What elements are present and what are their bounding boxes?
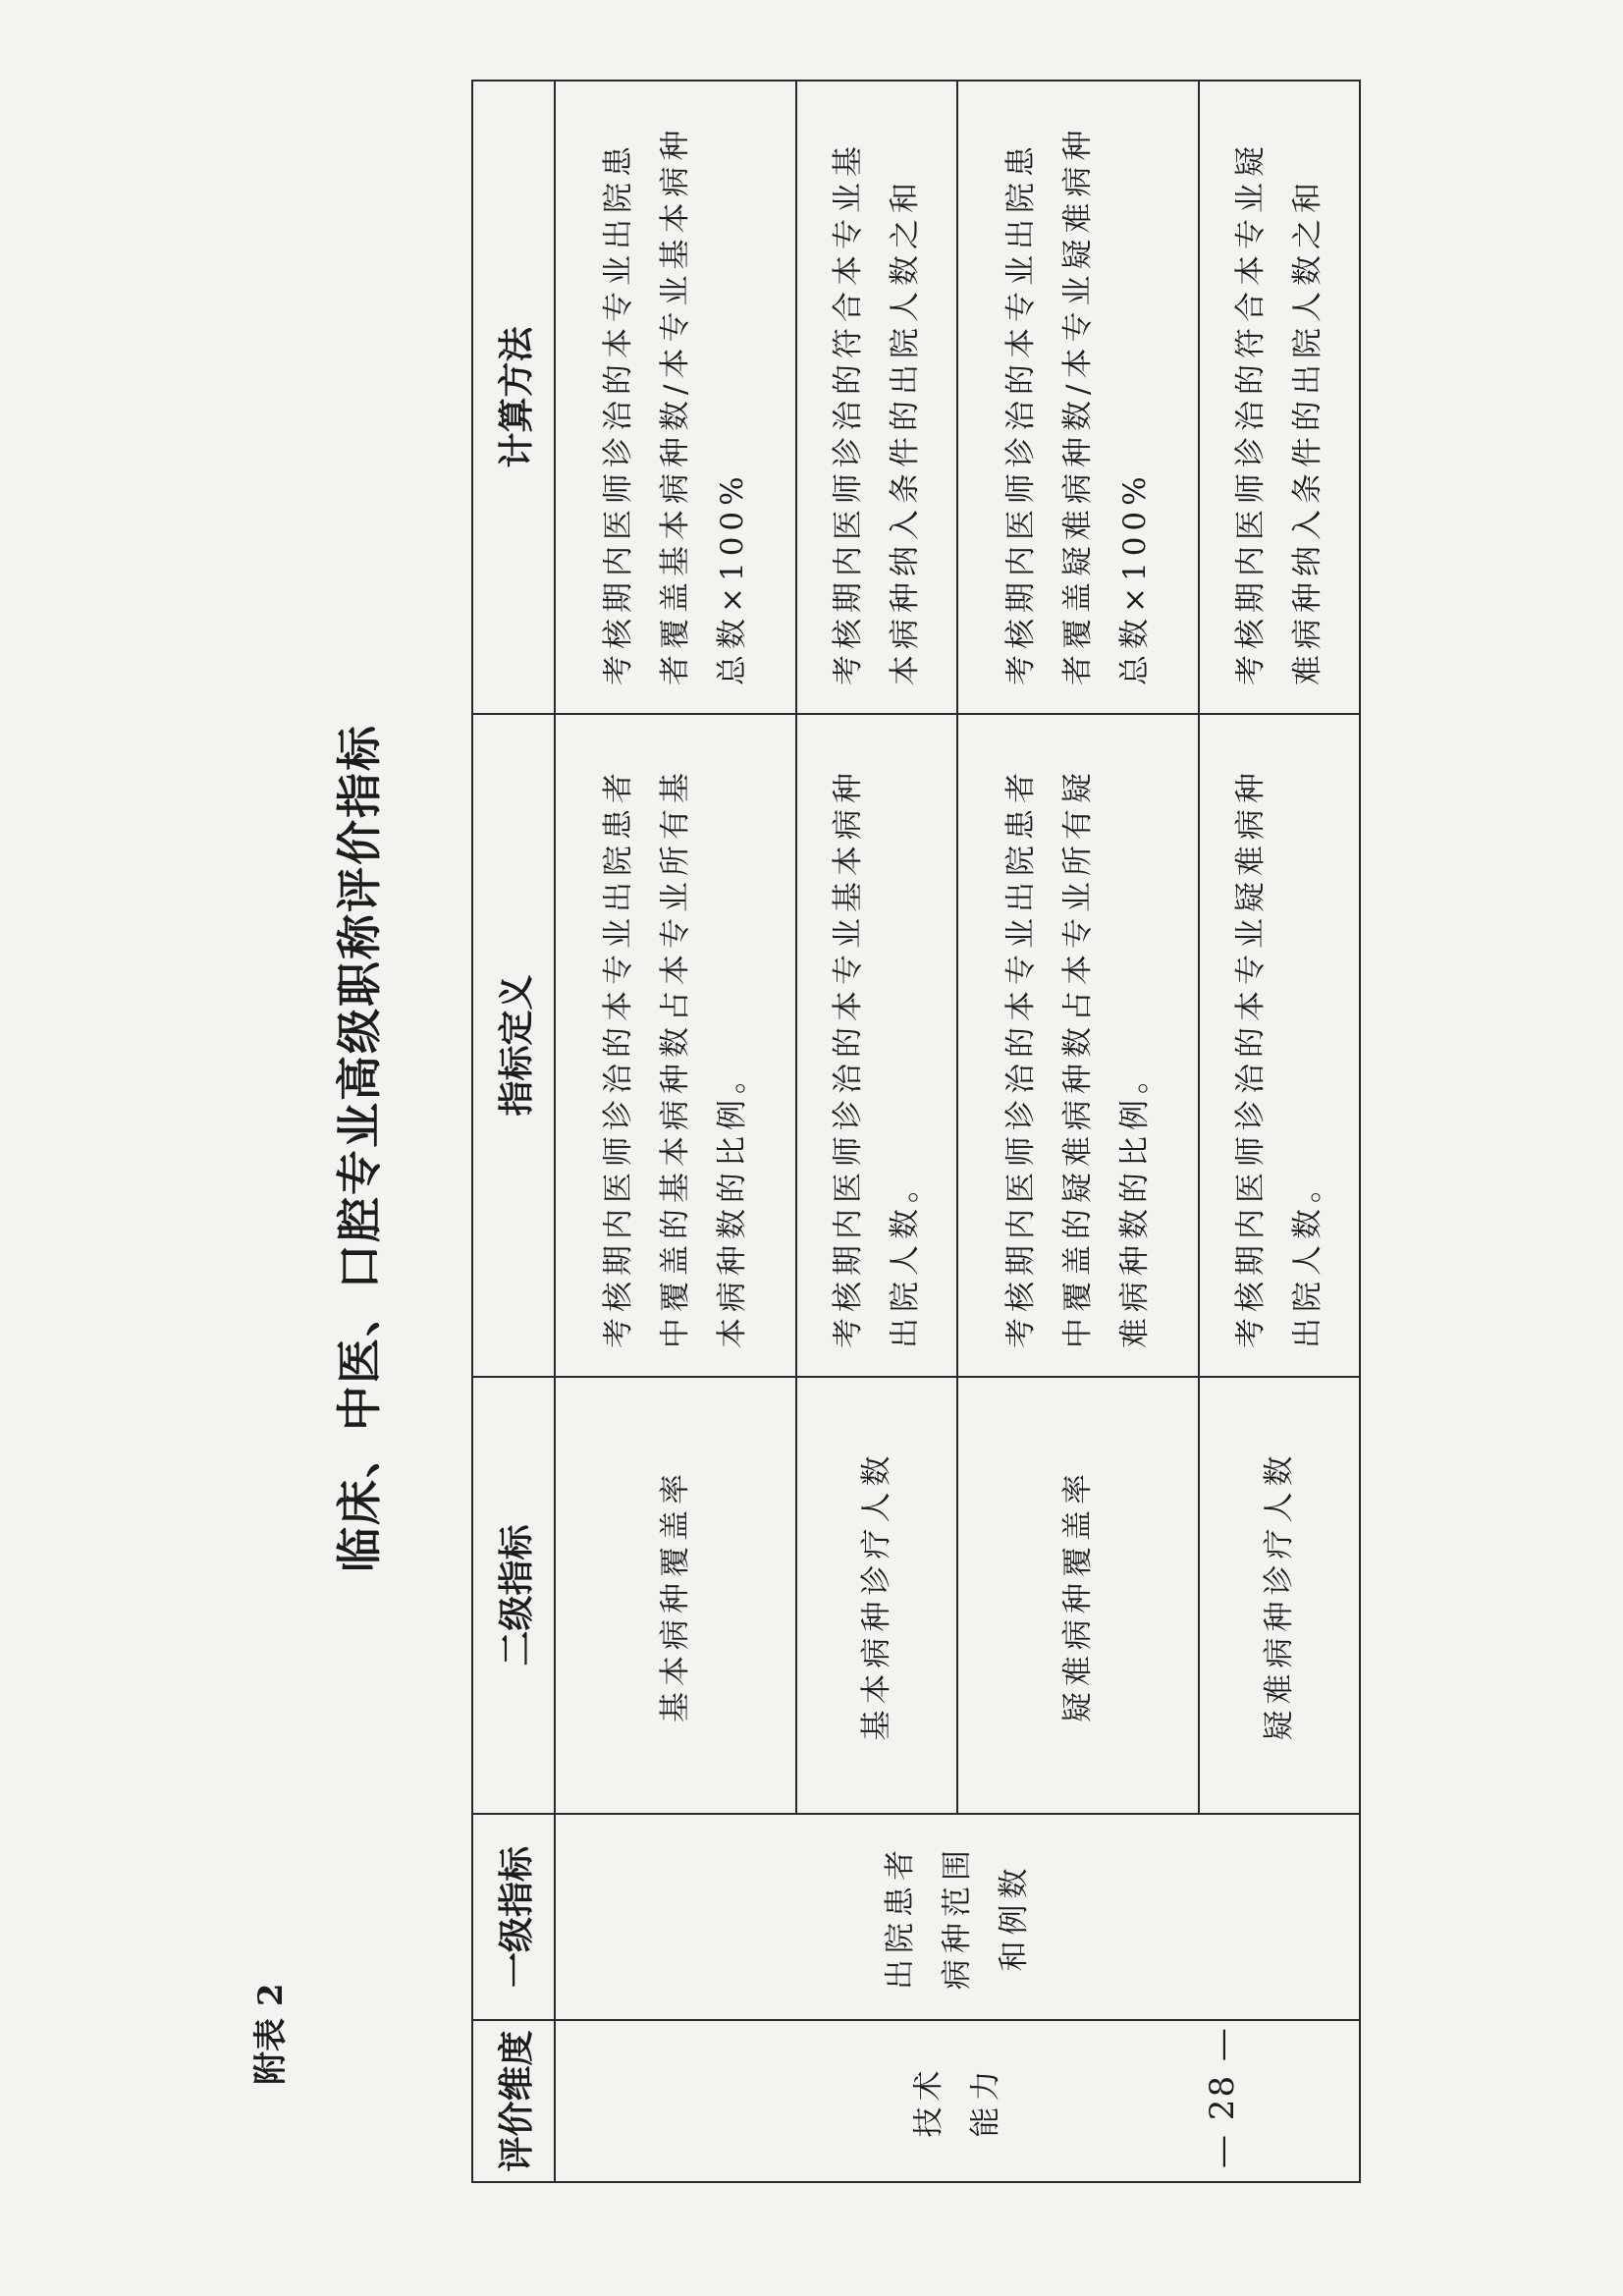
- definition-cell: 考核期内医师诊治的本专业基本病种出院人数。: [796, 714, 957, 1377]
- document-title: 临床、中医、口腔专业高级职称评价指标: [333, 724, 386, 1572]
- method-cell: 考核期内医师诊治的本专业出院患者覆盖疑难病种数/本专业疑难病种总数×100%: [957, 81, 1199, 714]
- definition-cell: 考核期内医师诊治的本专业疑难病种出院人数。: [1199, 714, 1360, 1377]
- table-header-row: [472, 81, 555, 2182]
- page-number: — 28 —: [1203, 2026, 1242, 2168]
- level2-cell: 疑难病种诊疗人数: [1199, 1377, 1360, 1814]
- appendix-label: 附表 2: [251, 1983, 291, 2085]
- method-cell: 考核期内医师诊治的符合本专业基本病种纳入条件的出院人数之和: [796, 81, 957, 714]
- dimension-line: 能力: [968, 2064, 1003, 2138]
- level2-cell: 基本病种诊疗人数: [796, 1377, 957, 1814]
- level2-cell: 疑难病种覆盖率: [957, 1377, 1199, 1814]
- level1-line: 和例数: [997, 1862, 1032, 1972]
- table-row: [555, 81, 796, 2182]
- definition-cell: 考核期内医师诊治的本专业出院患者中覆盖的疑难病种数占本专业所有疑难病种数的比例。: [957, 714, 1199, 1377]
- level1-line: 出院患者: [883, 1844, 918, 1990]
- method-cell: 考核期内医师诊治的符合本专业疑难病种纳入条件的出院人数之和: [1199, 81, 1360, 714]
- header-method: 计算方法: [472, 81, 555, 714]
- header-dimension: 评价维度: [472, 2020, 555, 2182]
- method-cell: 考核期内医师诊治的本专业出院患者覆盖基本病种数/本专业基本病种总数×100%: [555, 81, 796, 714]
- header-level2: 二级指标: [472, 1377, 555, 1814]
- level1-line: 病种范围: [940, 1844, 975, 1990]
- level2-cell: 基本病种覆盖率: [555, 1377, 796, 1814]
- dimension-line: 技术: [911, 2064, 947, 2138]
- definition-cell: 考核期内医师诊治的本专业出院患者中覆盖的基本病种数占本专业所有基本病种数的比例。: [555, 714, 796, 1377]
- level1-cell: [555, 1814, 1360, 2020]
- header-definition: 指标定义: [472, 714, 555, 1377]
- evaluation-indicator-table: [471, 80, 1361, 2183]
- header-level1: 一级指标: [472, 1814, 555, 2020]
- dimension-cell: [555, 2020, 1360, 2182]
